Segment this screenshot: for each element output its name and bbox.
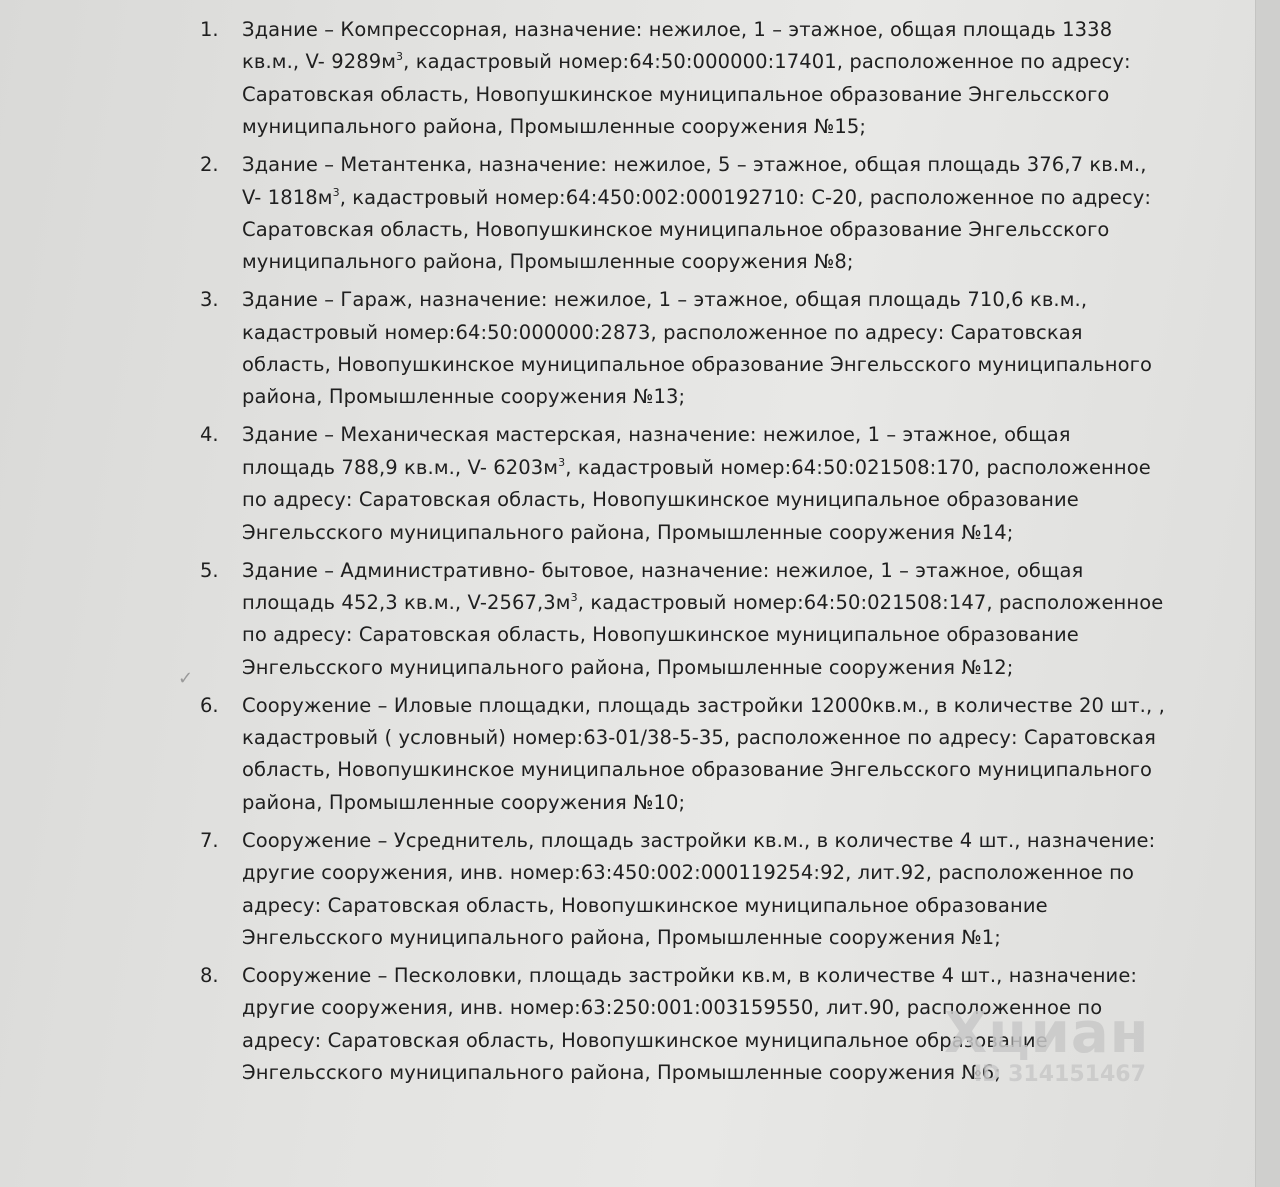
watermark-logo: Хциан (944, 1001, 1150, 1066)
property-list (200, 14, 1200, 1095)
list-item-7: 7. Сооружение – Усреднитель, площадь застройки кв.м., в количестве 4 шт., назначение: другие сооружения, инв. номер:63:450:002:000119254:92, лит.92, расположенное по адресу: Саратовская область, Новопушкинское муниципальное образование Энгельсского муниципального района, Промышленные сооружения №1; (200, 828, 1156, 949)
handwritten-check-mark: ✓ (178, 668, 194, 689)
list-item-3: 3. Здание – Гараж, назначение: нежилое, 1 – этажное, общая площадь 710,6 кв.м., кадастровый номер:64:50:000000:2873, расположенное по адресу: Саратовская область, Новопушкинское муниципальное образование Энгельсского муниципального района, Промышленные сооружения №13; (200, 288, 1153, 409)
watermark-id: ID 314151467 (974, 1062, 1146, 1087)
list-item-8: 8. Сооружение – Песколовки, площадь застройки кв.м, в количестве 4 шт., назначение: другие сооружения, инв. номер:63:250:001:003159550, лит.90, расположенное по адресу: Саратовская область, Новопушкинское муниципальное образование Энгельсского муниципального района, Промышленные сооружения №6; (200, 963, 1138, 1085)
paper-edge (1255, 0, 1280, 1187)
cian-watermark (944, 1001, 1150, 1088)
list-item-1: 1. Здание – Компрессорная, назначение: нежилое, 1 – этажное, общая площадь 1338 кв.м., V- $9289м^3$, кадастровый номер:64:50:000000:17401, расположенное по адресу: Саратовская область, Новопушкинское муниципальное образование Энгельсского муниципального района, Промышленные сооружения №15; (200, 18, 1131, 139)
list-item-6: 6. Сооружение – Иловые площадки, площадь застройки 12000кв.м., в количестве 20 шт., , кадастровый ( условный) номер:63-01/38-5-35, расположенное по адресу: Саратовская область, Новопушкинское муниципальное образование Энгельсского муниципального района, Промышленные сооружения №10; (200, 693, 1165, 814)
list-item-5: 5. Здание – Административно- бытовое, назначение: нежилое, 1 – этажное, общая площадь 452,3 кв.м., $V-2567,3м^3$, кадастровый номер:64:50:021508:147, расположенное по адресу: Саратовская область, Новопушкинское муниципальное образование Энгельсского муниципального района, Промышленные сооружения №12; (200, 558, 1164, 679)
list-item-4: 4. Здание – Механическая мастерская, назначение: нежилое, 1 – этажное, общая площадь 788,9 кв.м., V- $6203м^3$, кадастровый номер:64:50:021508:170, расположенное по адресу: Саратовская область, Новопушкинское муниципальное образование Энгельсского муниципального района, Промышленные сооружения №14; (200, 423, 1151, 544)
list-item-2: 2. Здание – Метантенка, назначение: нежилое, 5 – этажное, общая площадь 376,7 кв.м., V- $1818м^3$, кадастровый номер:64:450:002:000192710: С-20, расположенное по адресу: Саратовская область, Новопушкинское муниципальное образование Энгельсского муниципального района, Промышленные сооружения №8; (200, 153, 1152, 274)
